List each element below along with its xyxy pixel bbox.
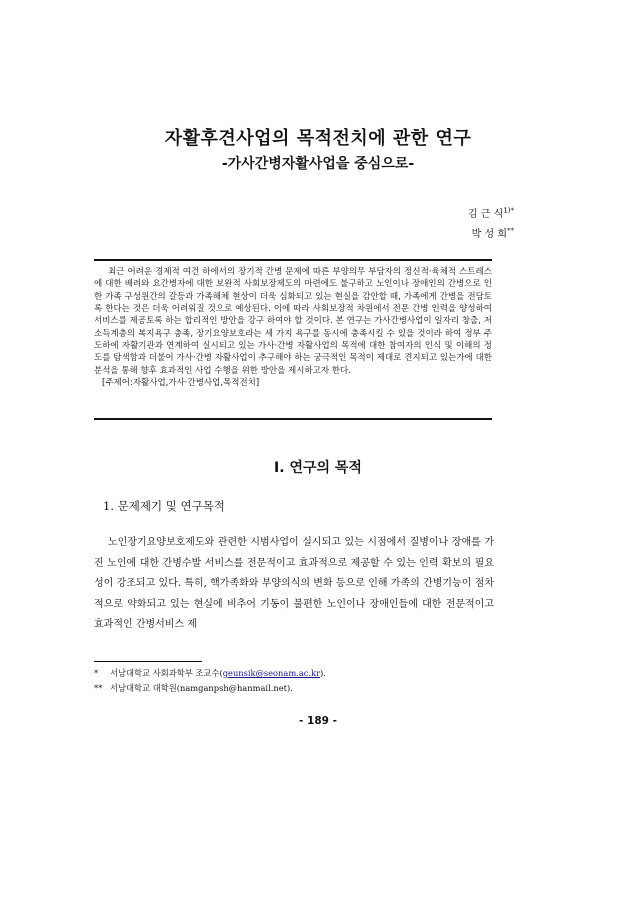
footnote-2-mark: ** — [94, 683, 103, 693]
section-heading: Ⅰ. 연구의 목적 — [274, 460, 362, 476]
footnote-2 — [94, 682, 293, 694]
footnote-divider — [94, 661, 202, 662]
author-2-name: 박 성 희 — [471, 229, 507, 240]
abstract-text: 최근 어려운 경제적 여건 하에서의 장기적 간병 문제에 따른 부양의무 부담자의 정신적·육체적 스트레스에 대한 배려와 요간병자에 대한 보완적 사회보장제도의 마련에도 불구하고 노인이나 장애인의 간병으로 인한 가족 구성원간의 갈등과 가족해체 현상이 더욱 심화되고 있는 현실을 감안할 때, 가족에게 간병을 전담토록 한다는 것은 더욱 어려워질 것으로 예상된다. 이에 따라 사회보장적 차원에서 전문 간병 인력을 양성하여 서비스를 제공토록 하는 합리적인 방안을 강구 하여야 할 것이다. 본 연구는 가사간병사업이 일자리 창출, 저소득계층의 복지욕구 충족, 장기요양보호라는 세 가지 욕구를 동시에 충족시킬 수 있을 것이라 하여 정부 주도하에 자활기관과 연계하여 실시되고 있는 가사·간병 자활사업의 목적에 대한 참여자의 인식 및 이해의 정도를 탐색함과 더불어 가사·간병 자활사업이 추구해야 하는 궁극적인 목적이 제대로 견지되고 있는가에 대한 분석을 통해 향후 효과적인 사업 수행을 위한 방안을 제시하고자 한다. — [94, 267, 492, 376]
body-paragraph-text: 노인장기요양보호제도와 관련한 시범사업이 실시되고 있는 시점에서 질병이나 장애를 가진 노인에 대한 간병수발 서비스를 전문적이고 효과적으로 제공할 수 있는 인력 확보의 필요성이 강조되고 있다. 특히, 핵가족화와 부양의식의 변화 등으로 인해 가족의 간병기능이 점차적으로 약화되고 있는 현실에 비추어 기동이 불편한 노인이나 장애인들에 대한 전문적이고 효과적인 간병서비스 제 — [94, 537, 494, 630]
abstract-box — [94, 259, 492, 420]
author-1-name: 김 근 식 — [467, 209, 504, 220]
footnote-1-email-link[interactable]: geunsik@seonam.ac.kr — [222, 668, 321, 678]
footnote-1-text: 서남대학교 사회과학부 조교수( — [110, 668, 223, 678]
body-paragraph — [94, 533, 494, 636]
footnote-2-text: 서남대학교 대학원(namganpsh@hanmail.net). — [110, 683, 293, 693]
footnote-1-suffix: ). — [320, 668, 326, 678]
footnote-1 — [94, 667, 326, 679]
author-1-mark: 1)* — [503, 206, 514, 215]
footnote-1-mark: * — [94, 668, 99, 678]
author-2-mark: ** — [507, 226, 514, 235]
author-1 — [468, 205, 514, 220]
paper-subtitle: -가사간병자활사업을 중심으로- — [221, 156, 415, 172]
abstract-keywords: [주제어:자활사업,가사·간병사업,목적전치] — [102, 378, 260, 389]
author-2 — [472, 225, 514, 240]
paper-title: 자활후견사업의 목적전치에 관한 연구 — [164, 128, 472, 149]
page-number: - 189 - — [299, 715, 337, 727]
subsection-heading: 1. 문제제기 및 연구목적 — [103, 499, 225, 513]
